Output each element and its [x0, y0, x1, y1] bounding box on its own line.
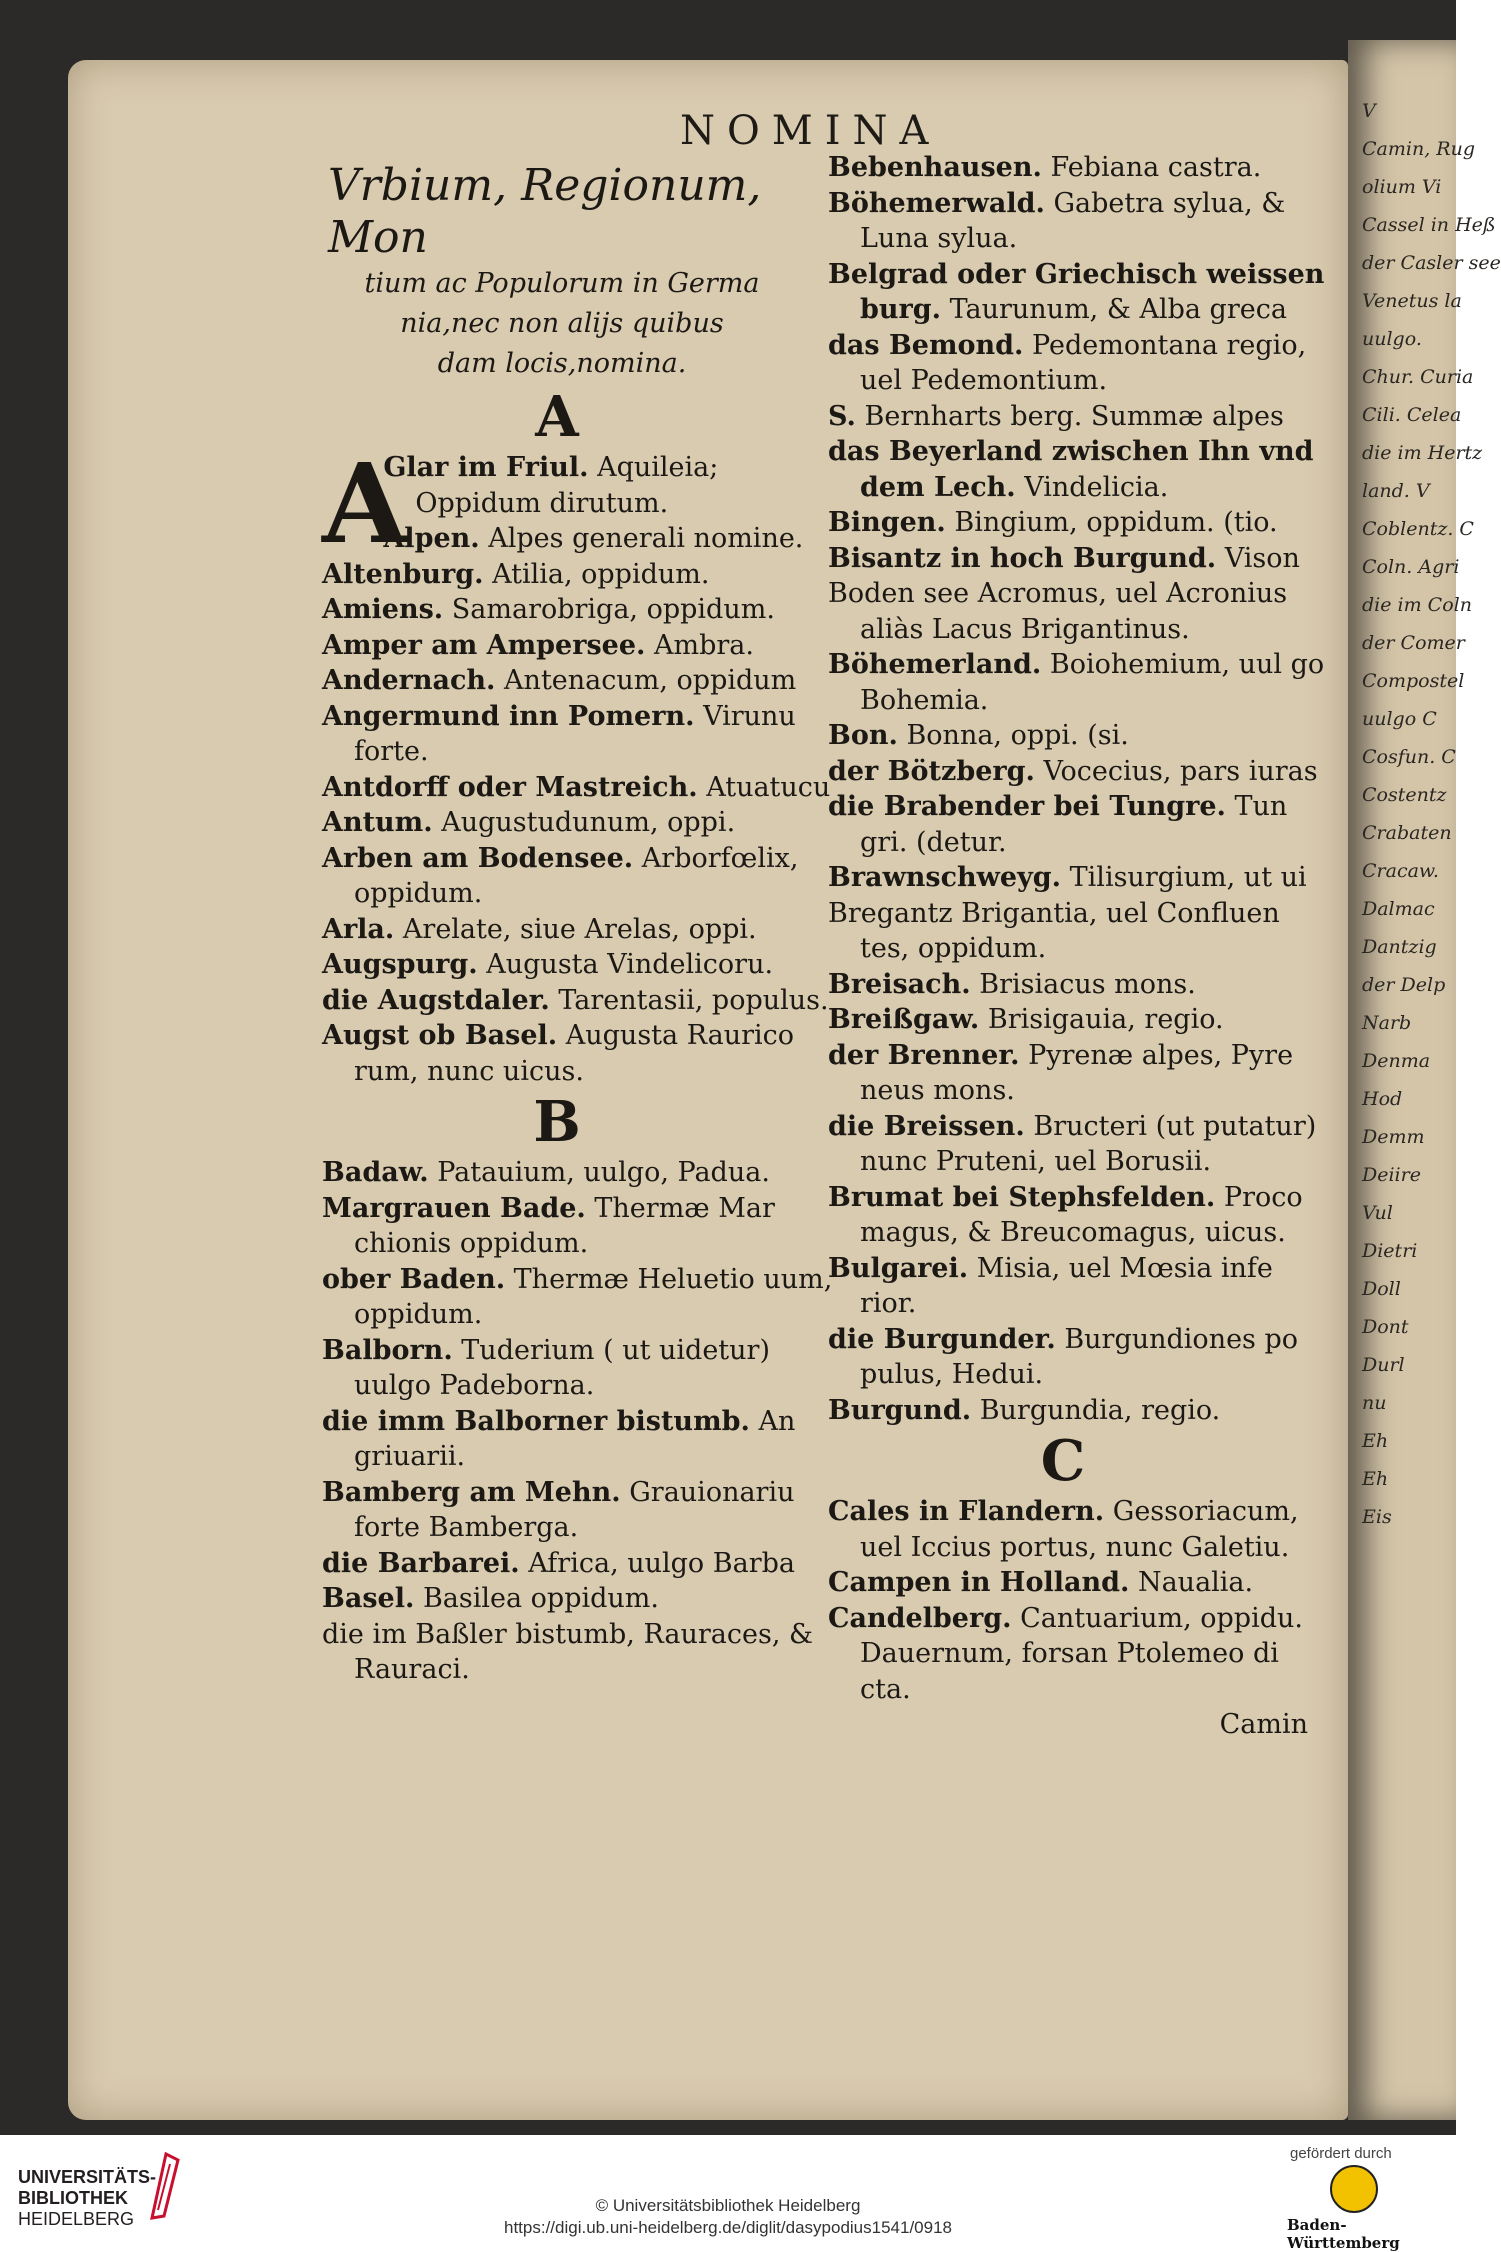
- dictionary-entry: Bebenhausen. Febiana castra.: [828, 152, 1262, 183]
- facing-page-line: der Comer: [1362, 632, 1465, 654]
- facing-page-line: Eh: [1362, 1468, 1389, 1490]
- entry-headword: Arla.: [322, 913, 395, 945]
- entry-headword: die Barbarei.: [322, 1547, 520, 1579]
- entries-right-list: [828, 150, 1328, 1428]
- dictionary-entry: Glar im Friul. Aquileia; Oppidum dirutum.: [383, 452, 719, 519]
- funder-name: Baden-Württemberg: [1287, 2216, 1400, 2252]
- facing-page-line: uulgo.: [1362, 328, 1422, 350]
- library-name-line: UNIVERSITÄTS-: [18, 2167, 157, 2187]
- entry-headword: Brawnschweyg.: [828, 862, 1062, 893]
- left-column: [322, 160, 842, 1688]
- dictionary-entry: Bamberg am Mehn. Grauionariu forte Bamberga.: [322, 1476, 795, 1543]
- facing-page-line: Cili. Celea: [1362, 404, 1462, 426]
- entry-headword: die Brabender bei Tungre.: [828, 791, 1226, 822]
- facing-page-line: Eh: [1362, 1430, 1389, 1452]
- dictionary-entry: Bisantz in hoch Burgund. Vison: [828, 542, 1300, 574]
- dictionary-entry: Bregantz Brigantia, uel Confluen tes, oppidum.: [828, 897, 1280, 964]
- letter-heading-c: C: [1040, 1428, 1086, 1494]
- facing-page-line: Doll: [1362, 1278, 1401, 1300]
- dictionary-entry: die Brabender bei Tungre. Tun gri. (detur.: [828, 791, 1288, 858]
- facing-page-line: Coln. Agri: [1362, 556, 1460, 578]
- dictionary-entry: die Burgunder. Burgundiones po pulus, Hedui.: [828, 1323, 1299, 1390]
- library-name-line: HEIDELBERG: [18, 2209, 135, 2229]
- entry-headword: Arben am Bodensee.: [322, 842, 634, 874]
- entry-headword: Augspurg.: [322, 949, 478, 980]
- funder-label: gefördert durch: [1290, 2145, 1392, 2162]
- facing-page-line: Crabaten: [1362, 822, 1452, 844]
- page-header: NOMINA: [680, 108, 941, 154]
- dictionary-entry: Bulgarei. Misia, uel Mœsia infe rior.: [828, 1252, 1273, 1319]
- facing-page-line: olium Vi: [1362, 176, 1442, 198]
- facing-page-line: Durl: [1362, 1354, 1405, 1376]
- entry-headword: das Beyerland zwischen Ihn vnd dem Lech.: [828, 436, 1314, 503]
- entry-headword: Brumat bei Stephsfelden.: [828, 1181, 1216, 1213]
- facing-page-line: Chur. Curia: [1362, 366, 1474, 388]
- entry-headword: ober Baden.: [322, 1263, 506, 1295]
- entry-headword: Bisantz in hoch Burgund.: [828, 542, 1217, 574]
- library-name-line: BIBLIOTHEK: [18, 2188, 128, 2208]
- entry-headword: Bon.: [828, 720, 898, 751]
- facing-page-line: Deiire: [1362, 1164, 1421, 1186]
- entries-b-list: [322, 1155, 842, 1688]
- facing-page-line: Demm: [1362, 1126, 1425, 1148]
- dictionary-entry: die Barbarei. Africa, uulgo Barba: [322, 1547, 795, 1579]
- facing-page-line: die im Coln: [1362, 594, 1472, 616]
- entries-a-list: [322, 439, 842, 1089]
- facing-page-line: land. V: [1362, 480, 1430, 502]
- right-column: [828, 150, 1328, 1743]
- entry-headword: Margrauen Bade.: [322, 1192, 586, 1224]
- entry-headword: Antum.: [322, 807, 433, 838]
- section-subtitle-line: tium ac Populorum in Germa: [364, 268, 760, 299]
- dictionary-entry: Brumat bei Stephsfelden. Proco magus, & Breucomagus, uicus.: [828, 1181, 1303, 1248]
- dictionary-entry: Arben am Bodensee. Arborfœlix, oppidum.: [322, 842, 799, 909]
- dictionary-entry: Bingen. Bingium, oppidum. (tio.: [828, 507, 1278, 538]
- entry-headword: Belgrad oder Griechisch weissen burg.: [828, 258, 1325, 325]
- dictionary-entry: Belgrad oder Griechisch weissen burg. Taurunum, & Alba greca: [828, 258, 1325, 325]
- dictionary-entry: Campen in Holland. Naualia.: [828, 1567, 1254, 1598]
- entry-headword: die Burgunder.: [828, 1323, 1056, 1355]
- facing-page-line: Hod: [1362, 1088, 1403, 1110]
- dictionary-entry: Badaw. Patauium, uulgo, Padua.: [322, 1157, 770, 1188]
- entry-headword: der Brenner.: [828, 1039, 1020, 1071]
- entry-headword: Balborn.: [322, 1334, 453, 1366]
- dictionary-entry: Augspurg. Augusta Vindelicoru.: [322, 949, 774, 980]
- entry-headword: Glar im Friul.: [383, 452, 589, 483]
- dictionary-entry: ober Baden. Thermæ Heluetio uum, oppidum.: [322, 1263, 833, 1330]
- dictionary-entry: Augst ob Basel. Augusta Raurico rum, nunc uicus.: [322, 1020, 795, 1087]
- entry-headword: Böhemerland.: [828, 649, 1042, 680]
- facing-page-line: die im Hertz: [1362, 442, 1483, 464]
- dictionary-entry: Amper am Ampersee. Ambra.: [322, 629, 754, 661]
- facing-page-line: der Delp: [1362, 974, 1446, 996]
- entry-headword: Bulgarei.: [828, 1252, 969, 1284]
- facing-page-line: Cosfun. C: [1362, 746, 1456, 768]
- dictionary-entry: die Augstdaler. Tarentasii, populus.: [322, 984, 829, 1016]
- dictionary-entry: Candelberg. Cantuarium, oppidu. Dauernum, forsan Ptolemeo di cta.: [828, 1602, 1303, 1705]
- dictionary-entry: S. Bernharts berg. Summæ alpes: [828, 400, 1284, 432]
- entry-headword: S.: [828, 400, 856, 432]
- facing-page: [1348, 40, 1501, 2120]
- entries-c-list: [828, 1494, 1328, 1707]
- section-subtitle-line: nia,nec non alijs quibus: [400, 308, 724, 339]
- facing-page-line: Dietri: [1362, 1240, 1418, 1262]
- facing-page-line: nu: [1362, 1392, 1387, 1414]
- entry-headword: Bingen.: [828, 507, 946, 538]
- facing-page-line: Dont: [1362, 1316, 1409, 1338]
- facing-page-line: Vul: [1362, 1202, 1393, 1224]
- dictionary-entry: Margrauen Bade. Thermæ Mar chionis oppidum.: [322, 1192, 775, 1259]
- dictionary-entry: der Bötzberg. Vocecius, pars iuras: [828, 755, 1318, 787]
- dictionary-entry: Böhemerland. Boiohemium, uul go Bohemia.: [828, 649, 1325, 716]
- dictionary-entry: Basel. Basilea oppidum.: [322, 1583, 659, 1614]
- copyright-text: © Universitätsbibliothek Heidelberg: [595, 2196, 861, 2215]
- dictionary-entry: Boden see Acromus, uel Acronius aliàs Lacus Brigantinus.: [828, 578, 1288, 645]
- dictionary-entry: die imm Balborner bistumb. An griuarii.: [322, 1405, 796, 1472]
- facing-page-line: Cassel in Heß: [1362, 214, 1496, 236]
- permalink-url[interactable]: https://digi.ub.uni-heidelberg.de/diglit/dasypodius1541/0918: [504, 2218, 952, 2237]
- entry-headword: Breisach.: [828, 968, 971, 1000]
- facing-page-line: Eis: [1362, 1506, 1392, 1528]
- dictionary-entry: Böhemerwald. Gabetra sylua, & Luna sylua.: [828, 187, 1286, 254]
- entry-headword: Bebenhausen.: [828, 152, 1042, 183]
- section-subtitle-line: dam locis,nomina.: [437, 348, 687, 379]
- entry-headword: Candelberg.: [828, 1602, 1012, 1634]
- entry-headword: Badaw.: [322, 1157, 429, 1188]
- facing-page-line: Venetus la: [1362, 290, 1462, 312]
- facing-page-line: Dantzig: [1362, 936, 1437, 958]
- entry-headword: Campen in Holland.: [828, 1567, 1130, 1598]
- entry-headword: Basel.: [322, 1583, 415, 1614]
- facing-page-line: Cracaw.: [1362, 860, 1439, 882]
- facing-page-line: Camin, Rug: [1362, 138, 1475, 160]
- dictionary-entry: Bon. Bonna, oppi. (si.: [828, 720, 1129, 751]
- dictionary-entry: Burgund. Burgundia, regio.: [828, 1394, 1221, 1426]
- dictionary-entry: Andernach. Antenacum, oppidum: [322, 665, 797, 696]
- entry-headword: Altenburg.: [322, 558, 484, 590]
- facing-page-line: Compostel: [1362, 670, 1465, 692]
- entry-headword: das Bemond.: [828, 329, 1024, 361]
- letter-heading-a: A: [535, 384, 579, 450]
- entry-headword: die Augstdaler.: [322, 984, 550, 1016]
- dictionary-entry: Brawnschweyg. Tilisurgium, ut ui: [828, 862, 1307, 893]
- facing-page-line: Coblentz. C: [1362, 518, 1474, 540]
- dictionary-entry: Balborn. Tuderium ( ut uidetur) uulgo Padeborna.: [322, 1334, 770, 1401]
- letter-heading-b: B: [533, 1089, 581, 1155]
- entry-headword: Augst ob Basel.: [322, 1020, 558, 1051]
- entry-headword: Amper am Ampersee.: [322, 629, 646, 661]
- entry-headword: Antdorff oder Mastreich.: [322, 771, 698, 803]
- dropcap-letter: A: [322, 439, 408, 568]
- entry-headword: Breißgaw.: [828, 1004, 980, 1035]
- entry-headword: Böhemerwald.: [828, 187, 1045, 219]
- facing-page-line: der Casler see: [1362, 252, 1501, 274]
- facing-page-line: V: [1362, 100, 1376, 122]
- dictionary-entry: die Breissen. Bructeri (ut putatur) nunc Pruteni, uel Borusii.: [828, 1110, 1317, 1177]
- catchword: Camin: [1219, 1709, 1308, 1740]
- entry-headword: die imm Balborner bistumb.: [322, 1405, 750, 1437]
- dictionary-entry: Arla. Arelate, siue Arelas, oppi.: [322, 913, 757, 945]
- dictionary-entry: Altenburg. Atilia, oppidum.: [322, 558, 710, 590]
- facing-page-line: uulgo C: [1362, 708, 1437, 730]
- facing-page-line: Denma: [1362, 1050, 1431, 1072]
- entry-headword: die Breissen.: [828, 1110, 1025, 1142]
- entry-headword: Bamberg am Mehn.: [322, 1476, 621, 1508]
- entry-headword: Amiens.: [322, 594, 444, 625]
- dictionary-entry: Cales in Flandern. Gessoriacum, uel Iccius portus, nunc Galetiu.: [828, 1496, 1299, 1563]
- entry-headword: Angermund inn Pomern.: [322, 700, 695, 732]
- entry-headword: Andernach.: [322, 665, 496, 696]
- dictionary-entry: Breisach. Brisiacus mons.: [828, 968, 1196, 1000]
- state-coat-of-arms-icon: [1330, 2165, 1378, 2213]
- entry-headword: Burgund.: [828, 1394, 972, 1426]
- dictionary-entry: Alpen. Alpes generali nomine.: [383, 523, 804, 554]
- dictionary-entry: Antum. Augustudunum, oppi.: [322, 807, 736, 838]
- facing-page-line: Narb: [1362, 1012, 1412, 1034]
- dictionary-entry: das Bemond. Pedemontana regio, uel Pedemontium.: [828, 329, 1307, 396]
- dictionary-entry: Antdorff oder Mastreich. Atuatucu: [322, 771, 831, 803]
- dictionary-entry: der Brenner. Pyrenæ alpes, Pyre neus mons.: [828, 1039, 1294, 1106]
- section-title: Vrbium, Regionum, Mon: [328, 160, 762, 263]
- dictionary-entry: das Beyerland zwischen Ihn vnd dem Lech. Vindelicia.: [828, 436, 1314, 503]
- dictionary-entry: Angermund inn Pomern. Virunu forte.: [322, 700, 796, 767]
- facing-page-line: Dalmac: [1362, 898, 1435, 920]
- dictionary-entry: Breißgaw. Brisigauia, regio.: [828, 1004, 1224, 1035]
- entry-headword: Alpen.: [383, 523, 480, 554]
- entry-headword: Cales in Flandern.: [828, 1496, 1105, 1527]
- dictionary-entry: Amiens. Samarobriga, oppidum.: [322, 594, 775, 625]
- facing-page-line: Costentz: [1362, 784, 1447, 806]
- dictionary-entry: die im Baßler bistumb, Rauraces, & Rauraci.: [322, 1618, 814, 1685]
- entry-headword: der Bötzberg.: [828, 755, 1035, 787]
